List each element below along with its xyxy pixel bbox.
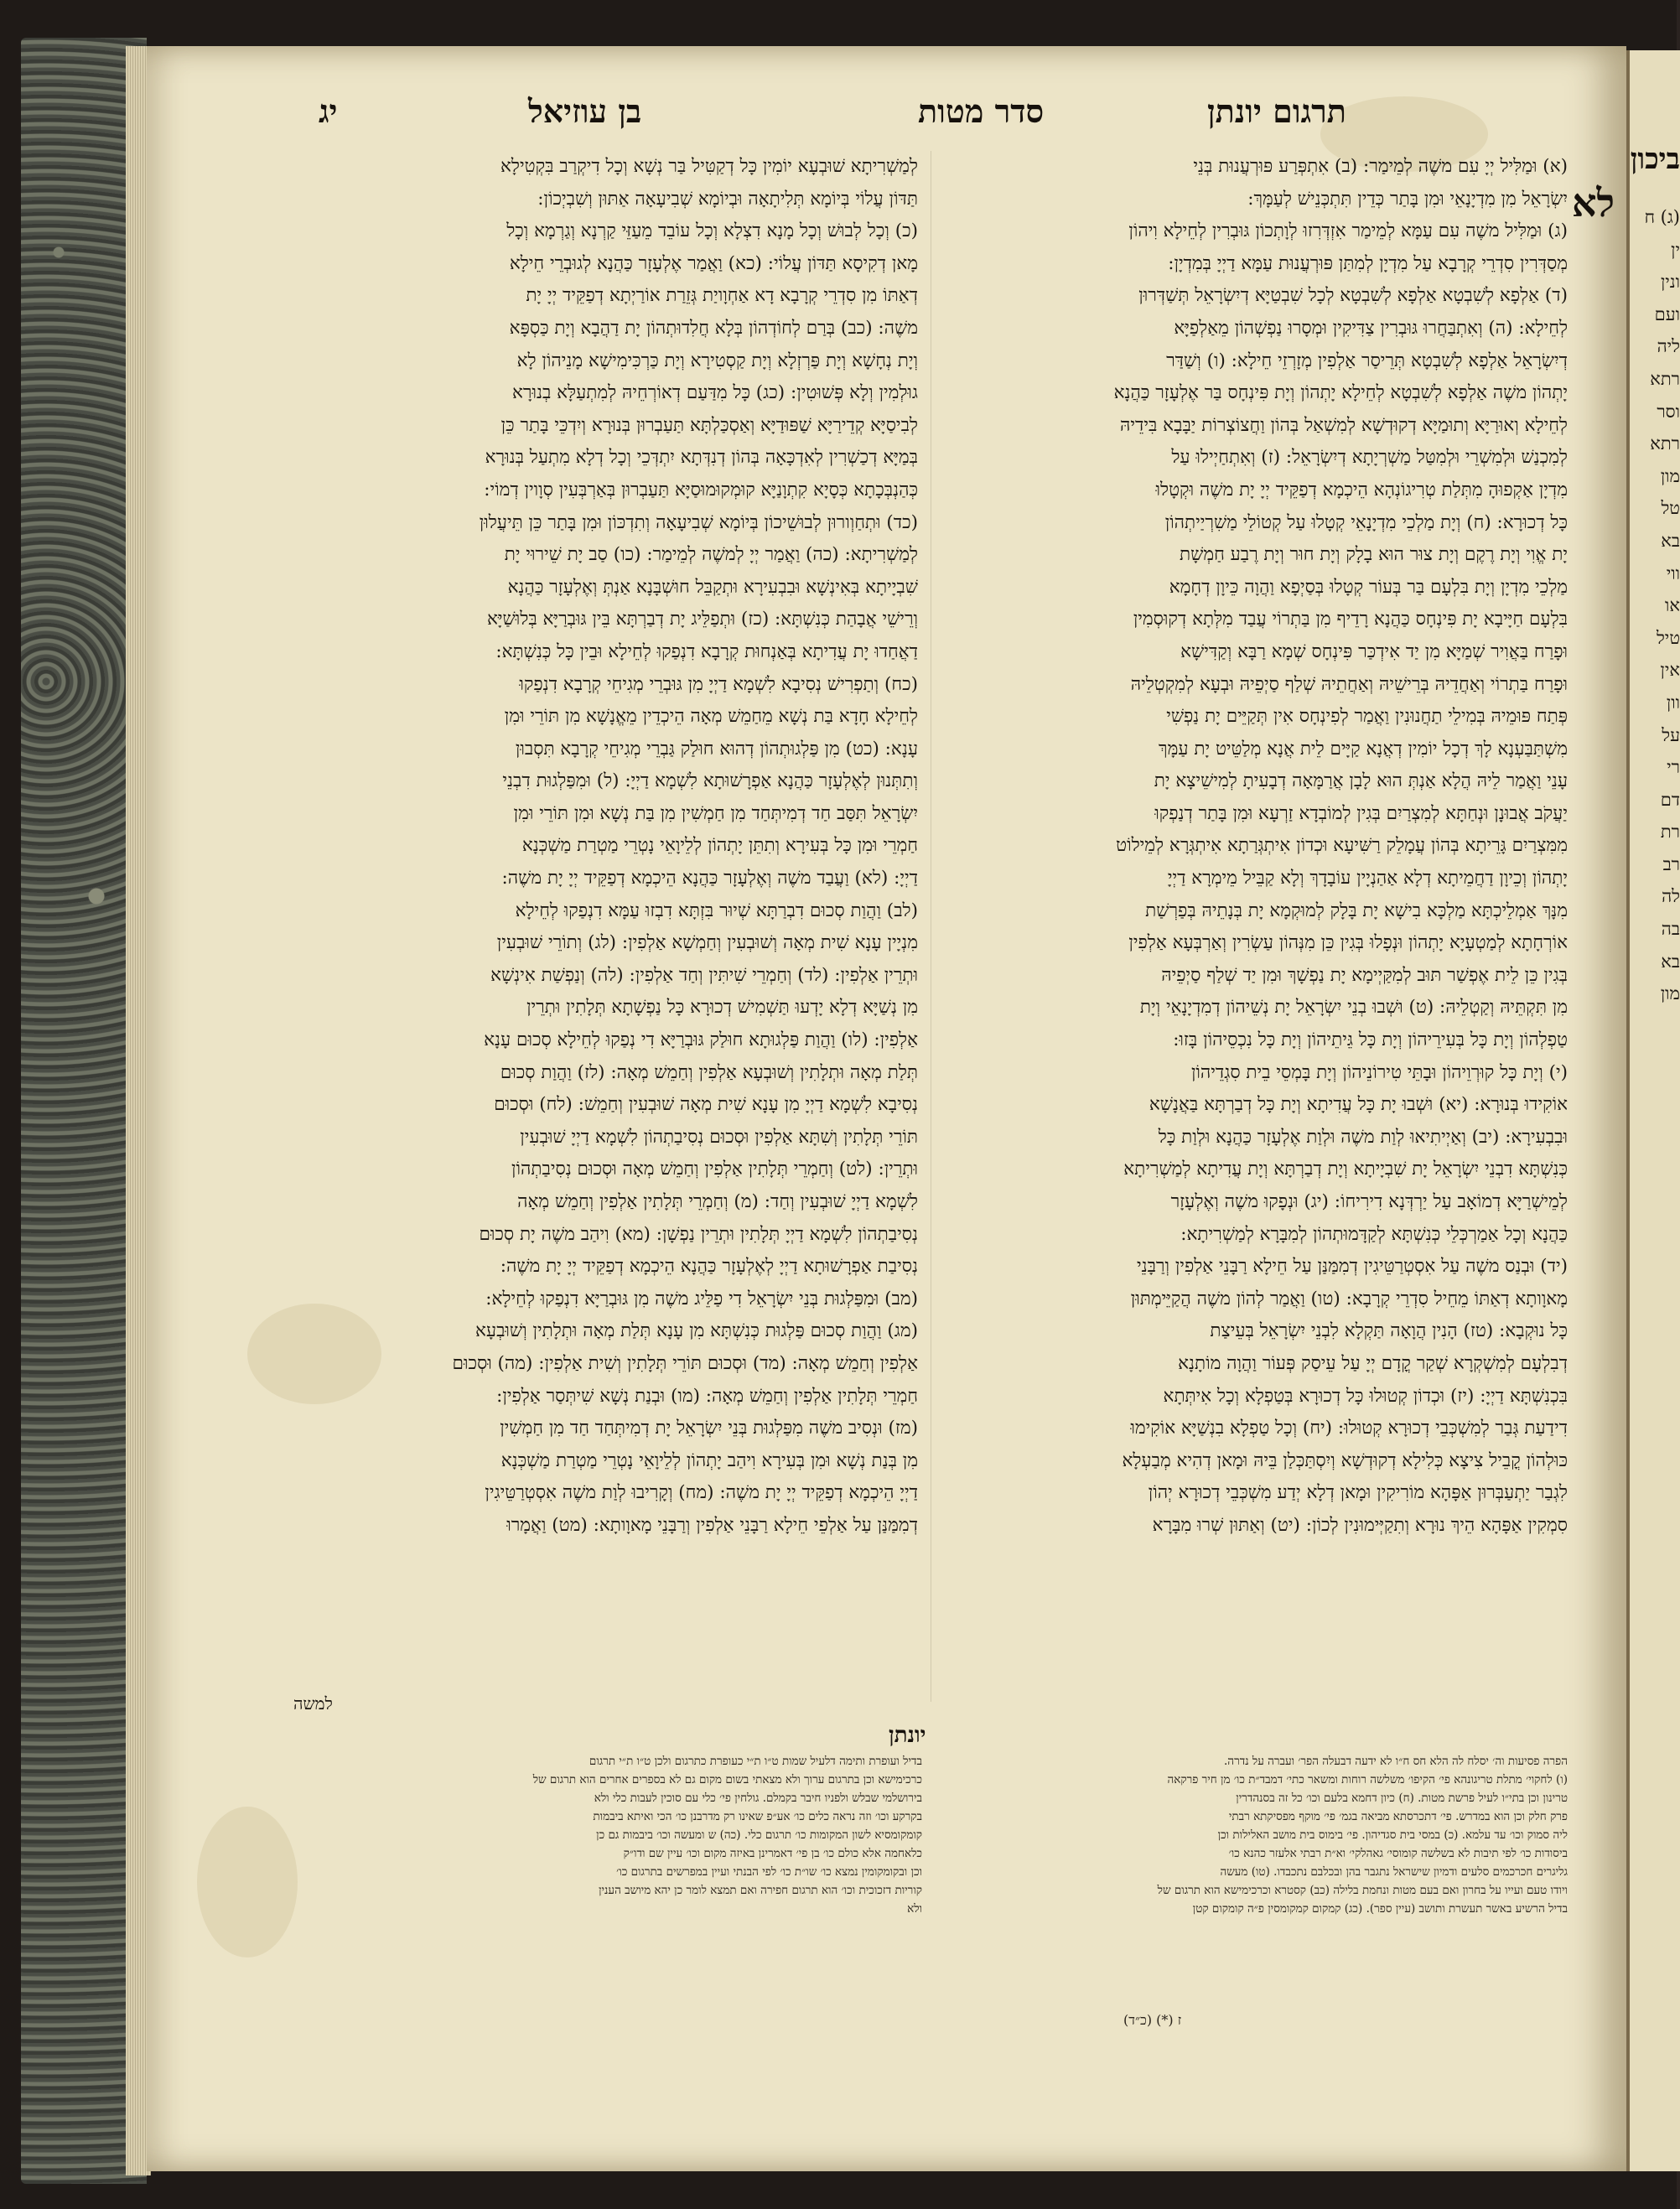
- footnote-line: ולא: [907, 1902, 922, 1916]
- text-line: מִשְׁתַּבַּעְנָא לָךְ דְכָל יוֹמִין דְאֲנָא קַיָּים לֵית אֲנָא מְלַטֵּיט יָת עַמָּךְ: [1159, 738, 1568, 760]
- adjacent-page-line: לה: [1662, 886, 1680, 907]
- adjacent-page-line: על: [1662, 724, 1680, 745]
- text-line: וּפָרַח בַּתְרוֹי וְאַחֲדֵיהּ בְּרֵישֵׁיהּ וְאַחֲתֵיהּ שְׁלַף סַיְפֵיהּ וּבְעָא לְמִקְטְלֵיהּ: [1130, 673, 1568, 695]
- text-line: (א) וּמַלִּיל יְיָ עִם משֶׁה לְמֵימַר: (ב) אִתְפְּרַע פּוּרְעֲנוּת בְּנֵי: [1193, 156, 1568, 177]
- adjacent-page-line: ליה: [1657, 336, 1680, 357]
- footnote-line: פרק חלק וכן הוא במדרש. פי׳ דתכרסתא מביאה בגמ׳ פי׳ מוקף מפסיקתא רבתי: [1228, 1810, 1568, 1823]
- adjacent-page-line: ווי: [1666, 563, 1680, 583]
- footnote-line: בדיל ועופרת ותימה דלעיל שמות ט״ו ת״י כעופרת כתרגום ולכן ט״ו ת״י תרגום: [589, 1755, 922, 1768]
- text-column-right: [947, 151, 1568, 1710]
- text-line: דְאַתּוֹ מִן סִדְרֵי קְרָבָא דָא אַחְוָויַת גְּזֵרַת אוֹרַיְתָא דְפַקֵּיד יְיָ יָת: [526, 285, 918, 307]
- footnotes-left: [285, 1752, 922, 1987]
- text-line: יָתְהוֹן משֶׁה אַלְפָא לְשִׁבְטָא לְחֵילָא יָתְהוֹן וְיָת פִּינְחָס בַּר אֶלְעָזָר כַּהֲנָא: [1113, 382, 1568, 404]
- catchword: למשה: [293, 1693, 333, 1714]
- text-line: דְבִלְעָם לְמִשְׁקְרָא שְׁקַר קֳדָם יְיָ עַל עֵיסַק פְּעוֹר וַהֲוָה מוֹתָנָא: [1178, 1352, 1568, 1374]
- text-line: וְיָת נְחָשָׁא וְיָת פַּרְזְלָא וְיָת קַסְטִירָא וְיָת כַּרְכִּימִישָׁא מָנֵיהוֹן לָא: [516, 350, 918, 371]
- header-author: בן עוזיאל: [528, 92, 642, 130]
- adjacent-page-line: ונין: [1660, 272, 1680, 293]
- footnotes-right: [943, 1752, 1568, 2004]
- footnote-line: כלאחמה אלא כולם כו׳ בן פי׳ דאמרינן באיזה מקום וכו׳ עיין שם ודו״ק: [623, 1847, 922, 1860]
- footnote-line: בירושלמי שבלש ולפניו חיבר בקמלם. גולחין פי׳ כלי עם סוכין לעבות כלי ולא: [594, 1792, 922, 1805]
- text-line: יַעֲקֹב אֲבוּנָן וּנְחַתָּא לְמִצְרַיִם בְּגִין לְמוֹבְדָא זַרְעָא וּמִן בָּתַר דְנַפְקוּ: [1154, 802, 1568, 824]
- adjacent-page-header: ביכון: [1630, 143, 1680, 176]
- text-line: אַלְפִין וְחַמֵשׁ מְאָה: (מד) וּסְכוּם תּוֹרֵי תְּלָתִין וְשִׁית אַלְפִין: (מה) וּסְכוּם: [452, 1352, 918, 1374]
- text-line: יָתְהוֹן וְכֵיוָן דַחֲמֵיתָא דְלָא אַהַנְיָין עוֹבָדָךְ וְלָא קַבֵּיל מֵימְרָא דַיְיָ: [1167, 868, 1568, 889]
- adjacent-page-line: או: [1665, 595, 1680, 616]
- text-line: וּתְרֵין: (לט) וְחַמְרֵי תְּלָתִין אַלְפִין וְחַמֵשׁ מְאָה וּסְכוּם נְסִיבַתְהוֹן: [511, 1159, 918, 1180]
- footnote-line: ביסודות כו׳ לפי תיבות לא בשלשה קומוסי׳ גאהלקי׳ וא״ת רבתי אלעזר כהנא כו׳: [1228, 1847, 1568, 1860]
- adjacent-page-line: רי: [1667, 757, 1680, 778]
- text-line: (יד) וּבְנַס משֶׁה עַל אִסְטְרַטֵּיגִין דְמִמַּנַּן עַל חֵילָא רַבָּנֵי אַלְפִין וְרַבָּנֵי: [1136, 1256, 1568, 1278]
- text-line: פְּתַח פּוּמֵיהּ בְּמִילֵי תַחֲנוּנִין וַאֲמַר לְפִינְחָס אִין תְּקַיֵּים יָת נַפְשִׁי: [1166, 706, 1568, 728]
- text-line: משֶׁה: (כב) בְּרַם לְחוֹדְהוֹן בְּלָא חֲלִדוּתְהוֹן יָת דַהֲבָא וְיָת כַּסְפָּא: [509, 317, 918, 339]
- text-line: (מז) וּנְסִיב משֶׁה מִפַּלְגוּת בְּנֵי יִשְׂרָאֵל יָת דְמִיתְּחַד חַד מִן חַמְשִׁין: [500, 1418, 918, 1439]
- text-line: וּתְרֵין אַלְפִין: (לד) וְחַמְרֵי שִׁיתִּין וְחַד אַלְפִין: (לה) וְנַפְשַׁת אִינְשָׁא: [490, 964, 918, 986]
- text-line: לְחֵילָא חָדָא בַּת נְשָׁא מֵחַמֵשׁ מְאָה הֵיכְדֵין מֵאֱנָשָׁא מִן תּוֹרֵי וּמִן: [504, 706, 918, 728]
- adjacent-page-line: בא: [1661, 530, 1680, 551]
- text-line: (מג) וַהֲוַת סְכוּם פַּלְגוּת כְּנִשְׁתָּא מִן עָנָא תְּלַת מְאָה וּתְלָתִין וְשׁוּבְעָא: [475, 1320, 918, 1342]
- text-line: מִמִּצְרַיִם גָּרֵיתָא בְּהוֹן עֲמָלֵק רַשִּׁיעָא וּכְדוֹן אִיתְגְּרַתָא אִיתְגְּרָא לְמֵילוֹט: [1116, 835, 1568, 857]
- adjacent-page-line: מון: [1660, 983, 1680, 1004]
- text-line: דַיְיָ הֵיכְמָא דְפַקֵּיד יְיָ יָת משֶׁה: (מח) וְקָרִיבוּ לְוַת משֶׁה אִסְטְרַטֵּיגִין: [485, 1482, 918, 1504]
- text-line: מִנְיָין עָנָא שִׁית מְאָה וְשׁוּבְעִין וְחַמְשָׁא אַלְפִין: (לג) וְתוֹרֵי שׁוּבְעִין: [496, 932, 918, 954]
- text-line: מָאן דְקִיסָא תַּדּוֹן עֲלוֹי: (כא) וַאֲמַר אֶלְעָזָר כַּהֲנָא לְגוּבְרֵי חֵילָא: [509, 252, 918, 274]
- text-line: שִׁבְיָיתָא בְּאִינְשָׁא וּבִבְעִירָא וּתְקַבֵּל חוּשְׁבָּנָא אַנְתְּ וְאֶלְעָזָר כַּהֲנָא: [507, 576, 918, 598]
- text-line: מָאוָותָא דְאַתּוֹ מֵחֵיל סִדְרֵי קְרָבָא: (טו) וַאֲמַר לְהוֹן משֶׁה הֲקַיֵּימְתּוּן: [1130, 1288, 1568, 1309]
- text-line: אוֹרְחָתָא לְמַטְעָיָא יָתְהוֹן וּנְפָלוּ בְּגִין כֵּן מִנְּהוֹן עַשְׂרִין וְאַרְבְּעָא אַלְפִין: [1128, 932, 1568, 954]
- text-line: אוֹקִידוּ בְּנוּרָא: (יא) וּשְׁבוּ יָת כָּל עֲדִיתָא וְיָת כָּל דְבַרְתָּא בַּאֲנָשָׁא: [1149, 1094, 1568, 1116]
- text-line: עָנָא: (כט) מִן פַּלְגוּתְהוֹן דְהוּא חוּלַק גַּבְרֵי מְגִיחֵי קְרָבָא תִּסְבוּן: [515, 738, 918, 760]
- footnote-line: וכן ובקומקומין נמצא כו׳ שו״ת כו׳ לפי הבנתי ועיין במפרשים בתרגום כו׳: [616, 1865, 922, 1879]
- text-line: כָּל נוּקְבָא: (טז) הָנִין הֲוָאָה תַּקְלָא לִבְנֵי יִשְׂרָאֵל בְּעֵיצַת: [1210, 1320, 1568, 1342]
- header-parasha: סדר מטות: [918, 92, 1045, 130]
- footnote-line: גליגרים חכרכמים סלעים ודמיון שישראל נתגבר בהן ובכלבם נתכבדו. (טו) מעשה: [1220, 1865, 1568, 1879]
- text-line: (מב) וּמִפַּלְגוּת בְּנֵי יִשְׂרָאֵל דִי פַלֵּיג משֶׁה מִן גּוּבְרַיָּא דִנְפַקוּ לְחֵילָא:: [485, 1288, 918, 1309]
- adjacent-page-line: טל: [1661, 498, 1680, 519]
- page-header: [147, 92, 1626, 143]
- footnote-line: ויודו טעם ועייו על בחרון ואם בעם מטות ונחמת בלילה (כב) קסטרא וכרכימישא הוא תרגום של: [1157, 1884, 1568, 1897]
- adjacent-page-line: ועם: [1654, 303, 1680, 324]
- adjacent-page-line: וסר: [1657, 401, 1680, 422]
- footnote-line: ליה סמוק וכו׳ עד עלמא. (כ) במסי בית סגדיהון. פי׳ בימוס בית מושב האלילות וכן: [1217, 1828, 1568, 1842]
- text-line: לְמֵישְׁרַיָּא דְמוֹאָב עַל יַרְדְּנָא דִירִיחוֹ: (יג) וּנְפָקוּ משֶׁה וְאֶלְעָזָר: [1170, 1191, 1568, 1212]
- text-line: וְתִתְּנוּן לְאֶלְעָזָר כַּהֲנָא אַפְרָשׁוּתָא לִשְׁמָא דַיְיָ: (ל) וּמִפַּלְגוּת דִבְנֵי: [502, 770, 918, 792]
- text-line: מִדְיָן אַקְפוּהָ מִתְּלַת טְרִיגוֹנְהָא הֵיכְמָא דְפַקֵּיד יְיָ יָת משֶׁה וּקְטָלוּ: [1155, 479, 1568, 500]
- text-line: לְמַשְׁרִיתָא שׁוּבְעָא יוֹמִין כָּל דְקַטִּיל בַּר נְשָׁא וְכָל דִיקְרַב בִּקְטִילָא: [500, 156, 918, 177]
- chapter-marker: לא: [1572, 180, 1615, 226]
- adjacent-page-line: רתא: [1650, 368, 1680, 389]
- text-line: מִנָּךְ אַמְלֵיכְתָּא מַלְכָּא בִישָׁא יָת בָּלָק לְמוּקְמָא יָת בְּנָתֵיהּ בְּפַרְשַׁת: [1145, 900, 1568, 921]
- adjacent-page-line: אין: [1660, 660, 1680, 681]
- text-line: כָּל דְכוּרָא: (ח) וְיָת מַלְכֵי מִדְיָנָאֵי קְטָלוּ עַל קְטוֹלֵי מַשִׁרְיַיתְהוֹן: [1164, 511, 1568, 533]
- text-line: בְּגִין כֵּן לֵית אֶפְשַׁר תּוּב לְמִקַּיְימָא יָת נַפְשָׁךְ וּמִן יַד שְׁלַף סַיְפֵיהּ: [1161, 964, 1568, 986]
- adjacent-page-line: רב: [1662, 853, 1680, 874]
- text-line: נְסִיבַת אַפְרָשׁוּתָא דַיְיָ לְאֶלְעָזָר כַּהֲנָא הֵיכְמָא דְפַקֵּיד יְיָ יָת משֶׁה:: [500, 1256, 918, 1278]
- adjacent-page-line: דם: [1660, 789, 1680, 810]
- text-line: דְמִמַּנַּן עַל אַלְפֵי חֵילָא רַבָּנֵי אַלְפִין וְרַבָּנֵי מָאוָותָא: (מט) וַאֲמָרוּ: [506, 1514, 918, 1536]
- text-line: וְרֵישֵׁי אֲבָהַת כְּנִשְׁתָּא: (כז) וּתְפַלֵּיג יָת דְבַרְתָּא בֵּין גּוּבְרַיָּא בְּלוּשַׁיָּא: [487, 609, 918, 630]
- footnote-line: קומקומסיא לשון המקומות כו׳ תרגום כלי. (כה) ש ומעשה וכו׳ ביבמות גם כן: [596, 1828, 922, 1842]
- adjacent-page-line: רתא: [1650, 433, 1680, 454]
- text-line: דִידַעַת גְּבַר לְמִשְׁכְּבֵי דְכוּרָא קְטוּלוּ: (יח) וְכָל טַפְלָא בִנְשַׁיָּא אוֹקִימוּ: [1130, 1418, 1568, 1439]
- text-line: לִגְבַר יַתְעַבְּרוּן אַפָּהָא מוֹרִיקִין וּמָאן דְלָא יְדַע מִשְׁכְּבֵי דְכוּרָא יְהוֹן: [1148, 1482, 1568, 1504]
- footnote-line: טרינון וכן בתי״ו לעיל פרשת מטות. (ח) כיון דחמא בלעם וכו׳ כל זה בסנהדרין: [1236, 1792, 1568, 1805]
- text-line: כְּהַנְבְּכָתָא כְּסָיָא קִתְוָנַיָּא קוּמְקוּמוּסַיָּא תַּעַבְרוּן בְּאַרְבְּעִין סְוָוין דְמוֹי:: [484, 479, 918, 500]
- page-number: יג: [319, 92, 338, 130]
- text-line: וּפָרַח בַּאֲוִיר שְׁמַיָּא מִן יַד אִידְכַּר פִּינְחָס שְׁמָא רַבָּא וְקַדִּישָׁא: [1180, 640, 1568, 662]
- text-line: תַּדּוֹן עֲלוֹי בְּיוֹמָא תְּלִיתָאָה וּבְיוֹמָא שְׁבִיעָאָה אַתּוּן וְשִׁבְיְכוֹן:: [537, 188, 918, 210]
- adjacent-page: [1626, 50, 1680, 2171]
- text-line: (לב) וַהֲוַת סְכוּם דִבְרַתָּא שְׁיוּר בִּזְתָּא דִבְזוּ עַמָּא דִנְפַקוּ לְחֵילָא: [515, 900, 918, 921]
- text-line: דַאֲחַדוּ יָת עֲדִיתָא בְּאַנְחוּת קְרָבָא דִנְפַקוּ לְחֵילָא וּבֵין כָּל כְּנִשְׁתָּא:: [495, 640, 918, 662]
- adjacent-page-line: בה: [1661, 919, 1680, 940]
- text-line: (כ) וְכָל לְבוּשׁ וְכָל מָנָא דִצְלָא וְכָל עוֹבֵד מֵעַזֵּי קַרְנָא וְגַרְמָא וְכָל: [506, 220, 918, 242]
- footnote-line: קוריות דזכוכית וכו׳ הוא תרגום חפירה ואם תמצא לומר כן יהא מיושב הענין: [599, 1884, 922, 1897]
- footnote-line: בדיל הרשיע באשר תעשרת ותושב (עיין ספר). (כג) קמקום קמקומסין פ״ה קומקום קטן: [1192, 1902, 1568, 1916]
- text-column-left: [281, 151, 918, 1710]
- adjacent-page-line: בא: [1661, 951, 1680, 972]
- footnotes-title: יונתן: [889, 1723, 926, 1748]
- adjacent-page-line: טיל: [1656, 627, 1680, 648]
- text-line: מִן נְשַׁיָּא דְלָא יָדְעוּ תַּשְׁמִישׁ דְכוּרָא כָּל נַפְשָׁתָא תְּלָתִין וּתְרֵין: [526, 997, 918, 1019]
- text-line: (ד) אַלְפָא לְשִׁבְטָא אַלְפָא לְשִׁבְטָא לְכָל שִׁבְטַיָּא דְיִשְׂרָאֵל תְּשַׁדְּרוּן: [1138, 285, 1568, 307]
- text-line: דַיְיָ: (לא) וַעֲבַד משֶׁה וְאֶלְעָזָר כַּהֲנָא הֵיכְמָא דְפַקֵּיד יְיָ יָת משֶׁה:: [501, 868, 918, 889]
- header-title: תרגום יונתן: [1207, 92, 1346, 130]
- text-line: יִשְׂרָאֵל מִן מִדְיָנָאֵי וּמִן בָּתַר כְּדֵין תִּתְכְּנֵישׁ לְעַמָּךְ:: [1247, 188, 1568, 210]
- adjacent-page-line: מון: [1660, 465, 1680, 486]
- adjacent-page-line: ין: [1671, 239, 1680, 260]
- text-line: בְּמַיָּא דְכַשְׁרִין לְאִדְכָּאָה בְּהוֹן דְנִדְּתָא יִתְדְּכֵי וְכָל דְלָא מִתְעַל בְּנוּרָא: [485, 447, 918, 469]
- text-line: (י) וְיָת כָּל קוּרְוֵיהוֹן וּבָתֵּי טִירוֹנֵיהוֹן וְיָת בָּמְסֵי בֵית סִגְדֵיהוֹן: [1190, 1061, 1568, 1083]
- text-line: לְמַשְׁרִיתָא: (כה) וַאֲמַר יְיָ לְמשֶׁה לְמֵימַר: (כו) סַב יָת שֵׁירוּי יָת: [504, 544, 918, 566]
- text-line: (כח) וְתַפְרִישׁ נְסִיבָא לִשְׁמָא דַיְיָ מִן גּוּבְרֵי מְגִיחֵי קְרָבָא דִנְפַקוּ: [519, 673, 918, 695]
- text-line: לְחֵילָא: (ה) וְאִתְבַּחֲרוּ גּוּבְרִין צַדִּיקִין וּמְסָרוּ נַפְשְׁהוֹן מֵאַלְפַיָּא: [1174, 317, 1568, 339]
- text-line: יָת אֱוִי וְיָת רֶקֶם וְיָת צוּר הוּא בָלָק וְיָת חוּר וְיָת רֶבַע חַמְשָׁת: [1180, 544, 1568, 566]
- text-line: סִמְקִין אַפָּהָא הֵיךְ נוּרָא וְתִקַיְּימוּנִין לְכוֹן: (יט) וְאַתּוּן שְׁרוּ מִבָּרָא: [1152, 1514, 1568, 1536]
- text-line: מִן בְּנַת נְשָׁא וּמִן בְּעִירָא וִיהַב יָתְהוֹן לְלֵיוָאֵי נָטְרֵי מַטְרַת מַשְׁכְּנָא: [500, 1449, 918, 1471]
- footnote-line: (ו) לחקוי׳ מתלת טריגונהא פי׳ הקיפו׳ משלשה רוחות ומשאר כתי׳ דמבד״ת כו׳ מן חיר פרקאה: [1167, 1773, 1568, 1786]
- text-line: בִּכְנִשְׁתָּא דַיְיָ: (יז) וּכְדוֹן קְטוּלוּ כָּל דְכוּרָא בְּטַפְלָא וְכָל אִיתְּתָא: [1163, 1385, 1568, 1407]
- text-line: חַמְרֵי תְּלָתִין אַלְפִין וְחַמֵשׁ מְאָה: (מו) וּבְנַת נְשָׁא שִׁיתְּסַר אַלְפִין:: [496, 1385, 918, 1407]
- text-line: כּוּלְהוֹן קֳבֵיל צִיצָא כְּלִילָא דְקוּדְשָׁא וְיִסְתַּכְּלַן בֵּיהּ וּמָאן דְהִיא מְבַעְלָא: [1122, 1449, 1568, 1471]
- text-line: לְבִיסַיָּא קְדֵירַיָּא שַׁפּוּדַיָּא וְאַסְכַּלְתָּא תַּעַבְרוּן בְּנוּרָא וְיִדְכֵּי בָּתַר כֵּן: [500, 414, 918, 436]
- signature-mark: (כ״ד) (*) ז: [1123, 2012, 1182, 2028]
- text-line: מַלְכֵי מִדְיָן וְיָת בִּלְעָם בַּר בְּעוֹר קְטָלוּ בְּסַיְפָא וַהֲוָה כֵּיוָן דְחָמָא: [1169, 576, 1568, 598]
- text-line: (כד) וּתְחַוְורוּן לְבוּשֵׁיכוֹן בְּיוֹמָא שְׁבִיעָאָה וְתִדְכּוֹן וּמִן בָּתַר כֵּן תֵּיעֲלוּן: [479, 511, 918, 533]
- text-line: לְחֵילָא וְאוּרַיָּא וְתוּמַיָּא דְקוּדְשָׁא לְמִשְׁאַל בְּהוֹן וַחֲצוֹצְרוֹת יַבָּבָא בִּידֵיהּ: [1120, 414, 1568, 436]
- text-line: לְמִכְנַשׁ וּלְמִשְׁרֵי וּלְמִטַּל מַשְׁרְיָתָא דְיִשְׂרָאֵל: (ז) וְאִתְחַיְילוּ עַל: [1171, 447, 1568, 469]
- text-line: וּבִבְעִירָא: (יב) וְאַיְיתִיאוּ לְוַת משֶׁה וּלְוַת אֶלְעָזָר כַּהֲנָא וּלְוַת כָּל: [1158, 1126, 1568, 1148]
- text-line: יִשְׂרָאֵל תִּסַּב חַד דְמִיתְּחַד מִן חַמְשִׁין מִן בַּת נְשָׁא וּמִן תּוֹרֵי וּמִן: [513, 802, 918, 824]
- footnote-line: בקרקע וכו׳ וזה נראה כלים כו׳ אע״פ שאינו רק מדרבנן כו׳ הכי ואיתא ביבמות: [593, 1810, 922, 1823]
- text-line: גוּלְמִין וְלָא פְּשׁוּטִין: (כג) כָּל מִדַּעַם דְאוֹרְחֵיהּ לְמִתְעַלָּא בְנוּרָא: [512, 382, 918, 404]
- text-line: טַפְלְהוֹן וְיָת כָּל בְּעִירֵיהוֹן וְיָת כָּל גֵּיתֵיהוֹן וְיָת כָּל נִכְסֵיהוֹן בָּזוּ:: [1173, 1029, 1568, 1051]
- text-line: אַלְפִין: (לו) וַהֲוַת פַּלְגוּתָא חוּלַק גּוּבְרַיָּא דִי נְפַקוּ לְחֵילָא סְכוּם עָנָא: [484, 1029, 918, 1051]
- adjacent-page-line: רת: [1660, 822, 1680, 843]
- text-line: חַמְרֵי וּמִן כָּל בְּעִירָא וְתִתֵּן יָתְהוֹן לְלֵיוָאֵי נָטְרֵי מַטְרַת מַשְׁכְּנָא: [521, 835, 918, 857]
- text-line: כְּנִשְׁתָּא דִבְנֵי יִשְׂרָאֵל יָת שִׁבְיָיתָא וְיָת דְבַרְתָּא וְיָת עֲדִיתָא לְמַשְׁרִיתָא: [1123, 1159, 1568, 1180]
- adjacent-page-line: (ג) ח: [1644, 207, 1680, 227]
- text-line: נְסִיבַתְהוֹן לִשְׁמָא דַיְיָ תְּלָתִין וּתְרֵין נַפְשָׁן: (מא) וִיהַב משֶׁה יָת סְכוּם: [479, 1223, 918, 1245]
- text-line: נְסִיבָא לִשְׁמָא דַיְיָ מִן עָנָא שִׁית מְאָה שׁוּבְעִין וְחַמֵשׁ: (לח) וּסְכוּם: [494, 1094, 918, 1116]
- text-line: מִן תִּקְתֵּיהּ וְקַטְלֵיהּ: (ט) וּשְׁבוּ בְנֵי יִשְׂרָאֵל יָת נְשֵׁיהוֹן דְמִדְיָנָאֵי וְיָת: [1139, 997, 1568, 1019]
- footnote-line: כרכימישא וכן בתרגום ערוך ולא מצאתי בשום מקום גם לא בספרים אחרים הוא תרגום של: [532, 1773, 922, 1786]
- text-line: עָנֵי וַאֲמַר לֵיהּ הֲלָא אַנְתְּ הוּא לָבָן אֲרַמָּאָה דְבָעִיתָ לְמִישֵׁיצָא יָת: [1154, 770, 1568, 792]
- text-line: תְּלַת מְאָה וּתְלָתִין וְשׁוּבְעָא אַלְפִין וְחַמֵשׁ מְאָה: (לז) וַהֲוַת סְכוּם: [500, 1061, 918, 1083]
- footnote-line: הפרה פסיעות וה׳ יסלח לה הלא חס ח״ו לא ידעה דבעלה הפר׳ ועברה על נדרה.: [1224, 1755, 1568, 1768]
- text-line: תּוֹרֵי תְּלָתִין וְשִׁתָּא אַלְפִין וּסְכוּם נְסִיבַתְהוֹן לִשְׁמָא דַיְיָ שׁוּבְעִין: [520, 1126, 918, 1148]
- adjacent-page-lines: [1630, 201, 1680, 1010]
- text-line: בִּלְעָם חַיָּיבָא יָת פִּינְחָס כַּהֲנָא רָדֵיף מִן בַּתְרוֹי עֲבַד מִלְּתָא דְקוּסְמִין: [1133, 609, 1568, 630]
- text-line: דְיִשְׂרָאֵל אַלְפָא לְשִׁבְטָא תְּרֵיסַר אַלְפִין מְזָרְזֵי חֵילָא: (ו) וְשַׁדַּר: [1166, 350, 1568, 371]
- text-line: מְסַדְּרִין סִדְרֵי קְרָבָא עַל מִדְיָן לְמִתַּן פּוּרְעֲנוּת עַמָּא דַיְיָ בְּמִדְיָן:: [1168, 252, 1568, 274]
- text-line: כַּהֲנָא וְכָל אַמַרְכְּלֵי כְּנִשְׁתָּא לְקַדָּמוּתְהוֹן לְמִבָּרָא לְמַשְׁרִיתָא:: [1180, 1223, 1568, 1245]
- text-line: לִשְׁמָא דַיְיָ שׁוּבְעִין וְחַד: (מ) וְחַמְרֵי תְּלָתִין אַלְפִין וְחַמֵשׁ מְאָה: [517, 1191, 918, 1212]
- adjacent-page-line: וון: [1666, 692, 1680, 713]
- text-line: (ג) וּמַלִּיל משֶׁה עִם עַמָּא לְמֵימַר אִזְדְּרִזוּ לְוָתְכוֹן גּוּבְרִין לְחֵילָא וִיהוֹן: [1128, 220, 1568, 242]
